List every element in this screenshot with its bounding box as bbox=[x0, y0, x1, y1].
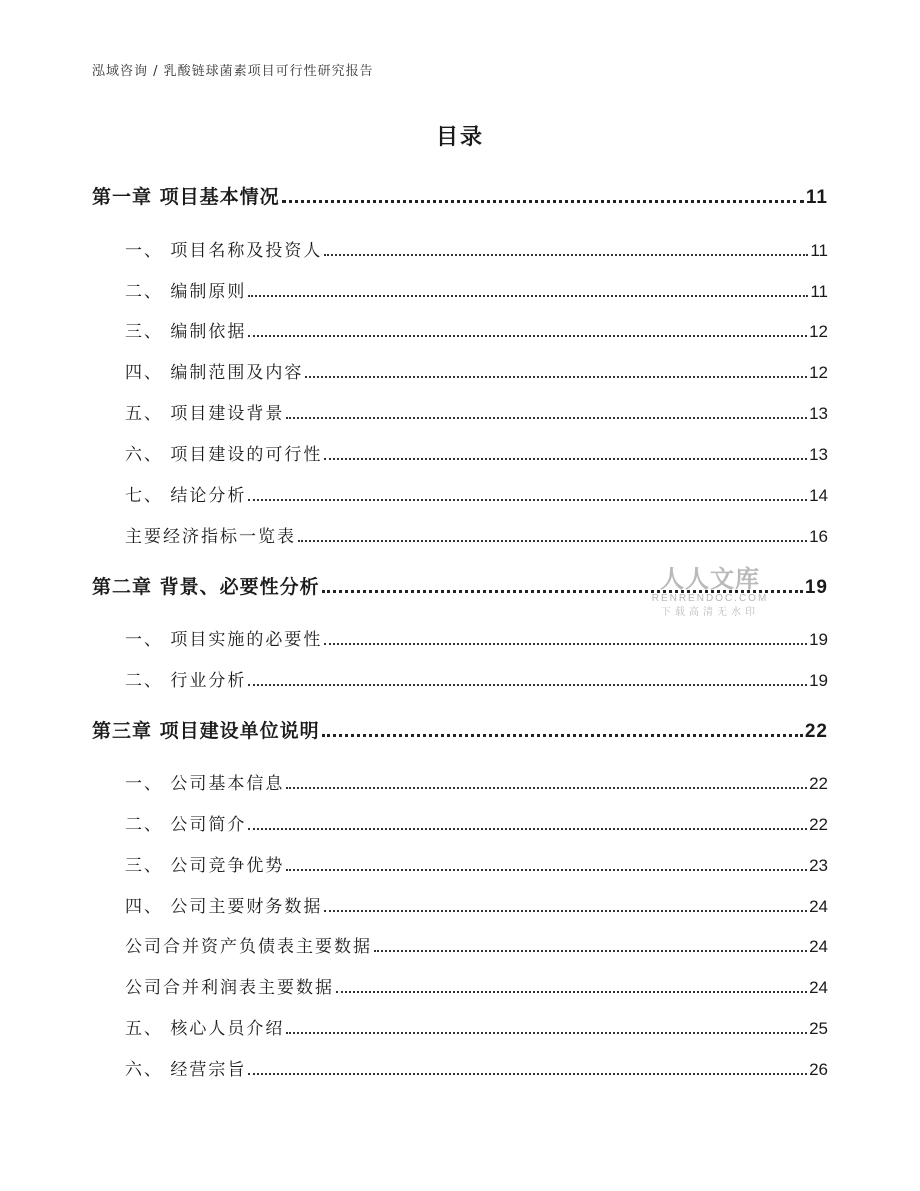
dot-leader bbox=[324, 643, 807, 645]
toc-page-number: 19 bbox=[809, 630, 828, 649]
toc-section[interactable] bbox=[125, 522, 828, 547]
toc-section[interactable] bbox=[125, 810, 828, 835]
toc-entry-label: 四、 公司主要财务数据 bbox=[125, 897, 323, 917]
toc-section[interactable] bbox=[125, 399, 828, 424]
toc-entry-label: 七、 结论分析 bbox=[125, 486, 247, 506]
toc-entry-label: 一、 项目名称及投资人 bbox=[125, 241, 323, 261]
toc-section[interactable] bbox=[125, 440, 828, 465]
toc-entry-label: 公司合并利润表主要数据 bbox=[125, 978, 334, 998]
toc-entry-label: 六、 项目建设的可行性 bbox=[125, 445, 323, 465]
toc-section[interactable] bbox=[125, 1014, 828, 1039]
toc-page-number: 11 bbox=[810, 241, 828, 260]
toc-page-number: 22 bbox=[804, 721, 828, 742]
toc-section[interactable] bbox=[125, 666, 828, 691]
watermark-domain: RENRENDOC.COM bbox=[651, 593, 769, 604]
toc-section[interactable] bbox=[125, 932, 828, 957]
toc-chapter-3[interactable] bbox=[92, 716, 828, 743]
toc-page-number: 16 bbox=[809, 527, 828, 546]
dot-leader bbox=[324, 910, 807, 912]
toc-section[interactable] bbox=[125, 236, 828, 261]
toc-page-number: 14 bbox=[809, 486, 828, 505]
toc-entry-label: 二、 公司简介 bbox=[125, 815, 247, 835]
dot-leader bbox=[286, 417, 807, 419]
toc-page-number: 22 bbox=[809, 815, 828, 834]
toc-section[interactable] bbox=[125, 481, 828, 506]
dot-leader bbox=[286, 869, 807, 871]
toc-section[interactable] bbox=[125, 625, 828, 650]
toc-page-number: 13 bbox=[809, 404, 828, 423]
toc-entry-label: 一、 公司基本信息 bbox=[125, 774, 285, 794]
toc-entry-label: 三、 编制依据 bbox=[125, 322, 247, 342]
toc-page-number: 25 bbox=[809, 1019, 828, 1038]
toc-entry-label: 五、 核心人员介绍 bbox=[125, 1019, 285, 1039]
toc-entry-label: 三、 公司竞争优势 bbox=[125, 856, 285, 876]
toc-page-number: 23 bbox=[809, 856, 828, 875]
toc-page-number: 24 bbox=[809, 937, 828, 956]
dot-leader bbox=[305, 376, 807, 378]
toc-page-number: 24 bbox=[809, 897, 828, 916]
dot-leader bbox=[282, 200, 804, 203]
toc-section[interactable] bbox=[125, 973, 828, 998]
dot-leader bbox=[248, 335, 807, 337]
toc-page-number: 24 bbox=[809, 978, 828, 997]
toc-entry-label: 第三章 项目建设单位说明 bbox=[92, 720, 320, 742]
toc-entry-label: 二、 编制原则 bbox=[125, 282, 247, 302]
dot-leader bbox=[248, 295, 808, 297]
dot-leader bbox=[248, 828, 807, 830]
toc-entry-label: 四、 编制范围及内容 bbox=[125, 363, 304, 383]
toc-page-number: 26 bbox=[809, 1060, 828, 1079]
toc-entry-label: 公司合并资产负债表主要数据 bbox=[125, 937, 372, 957]
toc-section[interactable] bbox=[125, 851, 828, 876]
toc-page-number: 19 bbox=[809, 671, 828, 690]
toc-entry-label: 五、 项目建设背景 bbox=[125, 404, 285, 424]
dot-leader bbox=[324, 458, 807, 460]
toc-section[interactable] bbox=[125, 769, 828, 794]
toc-page-number: 12 bbox=[809, 322, 828, 341]
toc-page-number: 19 bbox=[804, 577, 828, 598]
dot-leader bbox=[324, 254, 808, 256]
dot-leader bbox=[248, 1073, 807, 1075]
dot-leader bbox=[298, 540, 807, 542]
dot-leader bbox=[286, 1032, 807, 1034]
toc-section[interactable] bbox=[125, 277, 828, 302]
toc-chapter-1[interactable] bbox=[92, 182, 828, 209]
toc-entry-label: 二、 行业分析 bbox=[125, 671, 247, 691]
watermark bbox=[648, 566, 772, 620]
toc-section[interactable] bbox=[125, 317, 828, 342]
toc-section[interactable] bbox=[125, 892, 828, 917]
toc-entry-label: 一、 项目实施的必要性 bbox=[125, 630, 323, 650]
toc-entry-label: 六、 经营宗旨 bbox=[125, 1060, 247, 1080]
toc-page-number: 13 bbox=[809, 445, 828, 464]
toc-entry-label: 第二章 背景、必要性分析 bbox=[92, 576, 320, 598]
toc-entry-label: 主要经济指标一览表 bbox=[125, 527, 296, 547]
dot-leader bbox=[336, 991, 807, 993]
toc-page-number: 12 bbox=[809, 363, 828, 382]
watermark-tagline: 下载高清无水印 bbox=[661, 607, 759, 618]
toc-section[interactable] bbox=[125, 358, 828, 383]
toc-entry-label: 第一章 项目基本情况 bbox=[92, 186, 280, 208]
toc-page-number: 11 bbox=[805, 187, 828, 208]
dot-leader bbox=[248, 499, 807, 501]
dot-leader bbox=[248, 684, 807, 686]
toc-title: 目录 bbox=[435, 125, 484, 150]
toc-page-number: 22 bbox=[809, 774, 828, 793]
dot-leader bbox=[286, 787, 807, 789]
dot-leader bbox=[322, 734, 803, 737]
dot-leader bbox=[374, 950, 807, 952]
toc-page-number: 11 bbox=[810, 282, 828, 301]
running-header: 泓域咨询 / 乳酸链球菌素项目可行性研究报告 bbox=[92, 64, 374, 79]
toc-section[interactable] bbox=[125, 1055, 828, 1080]
watermark-title: 人人文库 bbox=[660, 565, 760, 593]
